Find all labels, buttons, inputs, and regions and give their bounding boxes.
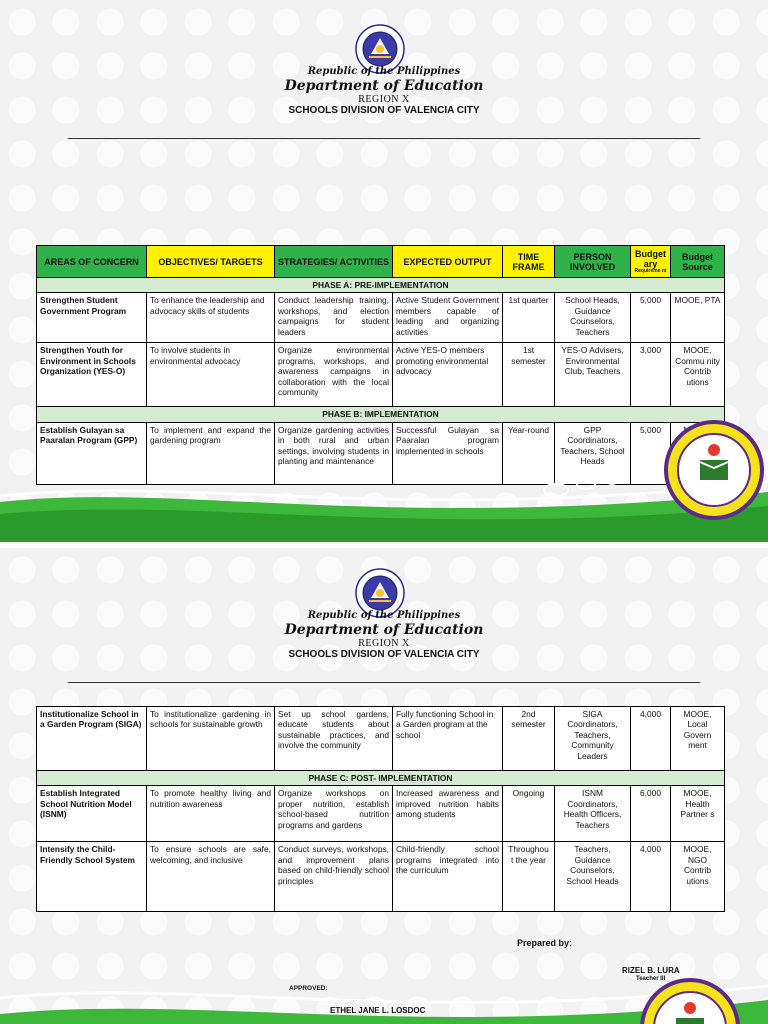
cell-person: Teachers, Guidance Counselors, School Heads	[555, 842, 631, 912]
cell-time: Throughou t the year	[503, 842, 555, 912]
approved-label: APPROVED:	[289, 985, 328, 992]
cell-time: 2nd semester	[503, 707, 555, 771]
cell-budget: 3,000	[631, 343, 671, 407]
col-budget-header	[631, 246, 671, 278]
document-page-2	[0, 548, 768, 1024]
letterhead	[0, 610, 768, 661]
budget-header-small: Requireme nt	[634, 268, 667, 274]
col-time-header: TIME FRAME	[503, 246, 555, 278]
phase-row	[37, 771, 725, 786]
cell-area: Establish Integrated School Nutrition Model (ISNM)	[37, 786, 147, 842]
cell-budget: 5,000	[631, 422, 671, 484]
cell-output: Child-friendly school programs integrated into the curriculum	[393, 842, 503, 912]
cell-person: YES-O Advisers, Environmental Club, Teachers	[555, 343, 631, 407]
prepared-by-title: Teacher III	[636, 976, 666, 982]
col-objectives-header: OBJECTIVES/ TARGETS	[147, 246, 275, 278]
col-area-header: AREAS OF CONCERN	[37, 246, 147, 278]
cell-objectives: To institutionalize gardening in schools for sustainable growth	[147, 707, 275, 771]
region-line: REGION X	[358, 94, 410, 105]
cell-source: MOOE, NGO Contrib utions	[671, 842, 725, 912]
letterhead	[0, 66, 768, 117]
table-row	[37, 842, 725, 912]
cell-objectives: To implement and expand the gardening program	[147, 422, 275, 484]
phase-c-label: PHASE C: POST- IMPLEMENTATION	[37, 771, 725, 786]
budget-header-main: Budget ary	[635, 249, 666, 269]
cell-output: Active YES-O members promoting environmental advocacy	[393, 343, 503, 407]
school-seal-icon	[640, 978, 740, 1024]
header-divider	[68, 682, 700, 683]
cell-strategies: Conduct leadership training, workshops, and election campaigns for student leaders	[275, 293, 393, 343]
cell-output: Fully functioning School in a Garden program at the school	[393, 707, 503, 771]
phase-row	[37, 278, 725, 293]
cell-output: Successful Gulayan sa Paaralan program implemented in schools	[393, 422, 503, 484]
cell-source: MOOE, Health Partner s	[671, 786, 725, 842]
cell-area: Strengthen Student Government Program	[37, 293, 147, 343]
table-header-row	[37, 246, 725, 278]
cell-area: Strengthen Youth for Environment in Schools Organization (YES-O)	[37, 343, 147, 407]
cell-area: Institutionalize School in a Garden Program (SIGA)	[37, 707, 147, 771]
cell-person: SIGA Coordinators, Teachers, Community Leaders	[555, 707, 631, 771]
cell-budget: 6,000	[631, 786, 671, 842]
cell-strategies: Organize workshops on proper nutrition, establish school-based nutrition programs and gardens	[275, 786, 393, 842]
cell-strategies: Organize gardening activities in both rural and urban settings, involving students in planting and maintenance	[275, 422, 393, 484]
approved-by-name: ETHEL JANE L. LOSDOC	[330, 1006, 426, 1015]
table-row	[37, 707, 725, 771]
republic-line: Republic of the Philippines	[307, 66, 461, 77]
cell-objectives: To promote healthy living and nutrition awareness	[147, 786, 275, 842]
col-strategies-header: STRATEGIES/ ACTIVITIES	[275, 246, 393, 278]
cell-time: 1st semester	[503, 343, 555, 407]
cell-budget: 5,000	[631, 293, 671, 343]
cell-budget: 4,000	[631, 707, 671, 771]
cell-output: Increased awareness and improved nutrition habits among students	[393, 786, 503, 842]
table-row	[37, 293, 725, 343]
division-line: SCHOOLS DIVISION OF VALENCIA CITY	[288, 649, 480, 660]
prepared-by-label: Prepared by:	[517, 938, 573, 948]
table-row	[37, 343, 725, 407]
phase-a-label: PHASE A: PRE-IMPLEMENTATION	[37, 278, 725, 293]
col-source-header: Budget Source	[671, 246, 725, 278]
phase-b-label: PHASE B: IMPLEMENTATION	[37, 407, 725, 422]
table-row	[37, 786, 725, 842]
col-person-header: PERSON INVOLVED	[555, 246, 631, 278]
cell-strategies: Organize environmental programs, workshops, and awareness campaigns in collaboration with the local community	[275, 343, 393, 407]
school-seal-icon	[664, 420, 764, 520]
department-line: Department of Education	[284, 78, 484, 94]
cell-objectives: To involve students in environmental advocacy	[147, 343, 275, 407]
green-swoosh-decoration	[0, 462, 768, 542]
header-divider	[68, 138, 700, 139]
prepared-by-name: RIZEL B. LURA	[622, 966, 680, 975]
cell-source: MOOE, Commu nity Contrib utions	[671, 343, 725, 407]
action-plan-table-part-2	[36, 706, 725, 912]
cell-source: MOOE, PTA	[671, 293, 725, 343]
republic-line: Republic of the Philippines	[307, 610, 461, 621]
cell-objectives: To ensure schools are safe, welcoming, and inclusive	[147, 842, 275, 912]
cell-person: ISNM Coordinators, Health Officers, Teachers	[555, 786, 631, 842]
cell-strategies: Conduct surveys, workshops, and improvement plans based on child-friendly school principles	[275, 842, 393, 912]
cell-objectives: To enhance the leadership and advocacy skills of students	[147, 293, 275, 343]
cell-strategies: Set up school gardens, educate students about sustainable practices, and involve the community	[275, 707, 393, 771]
department-line: Department of Education	[284, 622, 484, 638]
cell-source: MOOE, Local Govern ment	[671, 707, 725, 771]
cell-person: GPP Coordinators, Teachers, School Heads	[555, 422, 631, 484]
action-plan-table-part-1	[36, 245, 725, 485]
col-output-header: EXPECTED OUTPUT	[393, 246, 503, 278]
cell-output: Active Student Government members capable of leading and organizing activities	[393, 293, 503, 343]
phase-row	[37, 407, 725, 422]
cell-time: 1st quarter	[503, 293, 555, 343]
cell-area: Intensify the Child-Friendly School System	[37, 842, 147, 912]
cell-budget: 4,000	[631, 842, 671, 912]
region-line: REGION X	[358, 638, 410, 649]
division-line: SCHOOLS DIVISION OF VALENCIA CITY	[288, 105, 480, 116]
cell-area: Establish Gulayan sa Paaralan Program (GPP)	[37, 422, 147, 484]
cell-time: Ongoing	[503, 786, 555, 842]
cell-time: Year-round	[503, 422, 555, 484]
cell-person: School Heads, Guidance Counselors, Teachers	[555, 293, 631, 343]
